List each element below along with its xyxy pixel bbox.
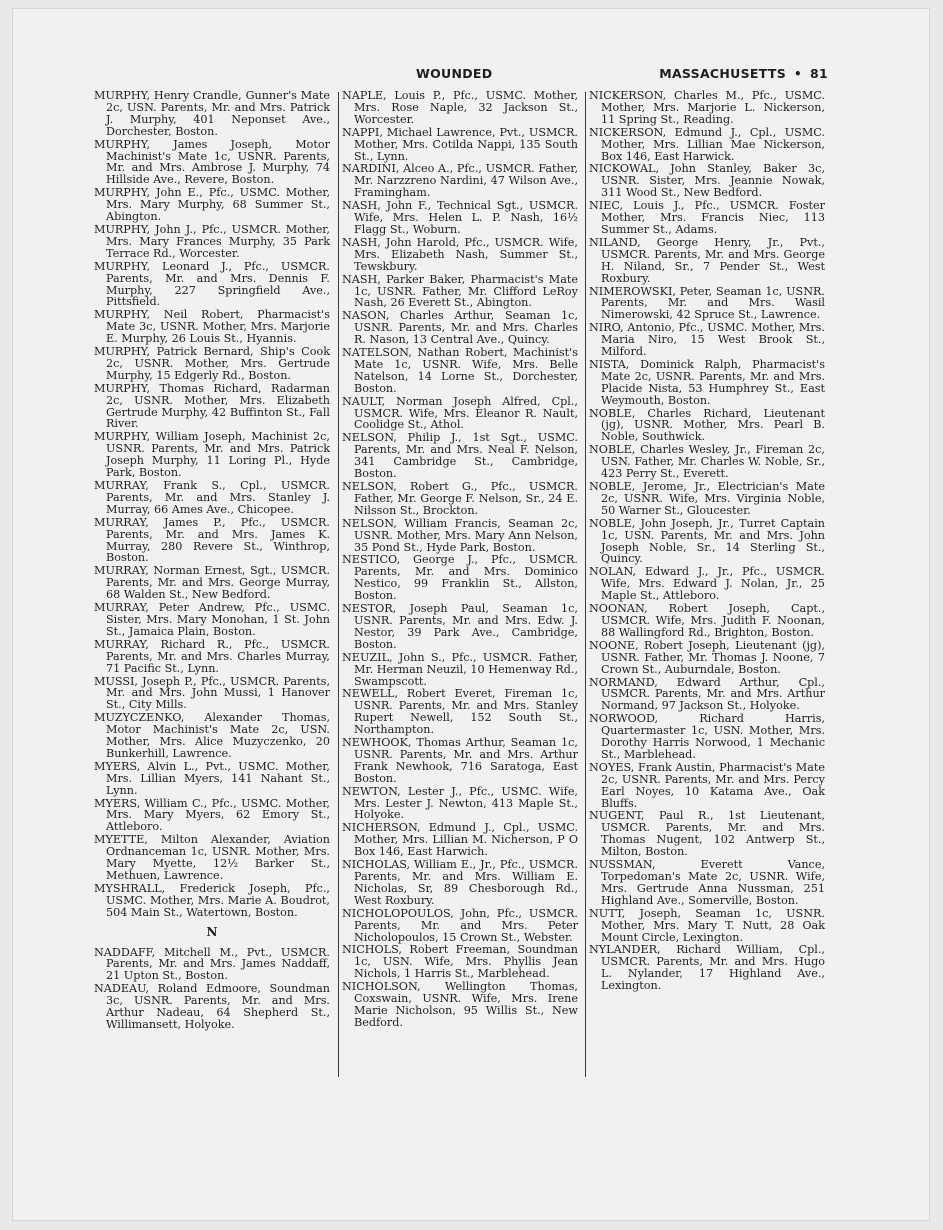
entry: NAPPI, Michael Lawrence, Pvt., USMCR. Mother, Mrs. Cotilda Nappi, 135 South St., Lynn. — [342, 125, 578, 163]
entry: MURPHY, Henry Crandle, Gunner's Mate 2c, USN. Parents, Mr. and Mrs. Patrick J. Murphy, 401 Neponset Ave., Dorchester, Boston. — [94, 89, 330, 138]
entry: MURPHY, Leonard J., Pfc., USMCR. Parents, Mr. and Mrs. Dennis F. Murphy, 227 Springfield Ave., Pittsfield. — [94, 259, 330, 309]
column-rule-1 — [338, 92, 339, 1077]
entry: NOONAN, Robert Joseph, Capt., USMCR. Wife, Mrs. Judith F. Noonan, 88 Wallingford Rd., Brighton, Boston. — [589, 602, 825, 639]
entry: NISTA, Dominick Ralph, Pharmacist's Mate 2c, USNR. Parents, Mr. and Mrs. Placide Nista, 53 Humphrey St., East Weymouth, Boston. — [589, 357, 825, 407]
state-name: MASSACHUSETTS — [659, 66, 787, 81]
entry: MURRAY, James P., Pfc., USMCR. Parents, Mr. and Mrs. James K. Murray, 280 Revere St., Winthrop, Boston. — [94, 515, 330, 565]
header-right — [659, 66, 828, 81]
entry: NELSON, William Francis, Seaman 2c, USNR. Mother, Mrs. Mary Ann Nelson, 35 Pond St., Hyde Park, Boston. — [342, 516, 578, 554]
entry: NAULT, Norman Joseph Alfred, Cpl., USMCR. Wife, Mrs. Eleanor R. Nault, Coolidge St., Athol. — [342, 394, 578, 432]
entry: NILAND, George Henry, Jr., Pvt., USMCR. Parents, Mr. and Mrs. George H. Niland, Sr., 7 Pender St., West Roxbury. — [589, 235, 825, 285]
bullet-glyph: • — [794, 67, 802, 81]
entry: NELSON, Philip J., 1st Sgt., USMC. Parents, Mr. and Mrs. Neal F. Nelson, 341 Cambridge St., Cambridge, Boston. — [342, 431, 578, 481]
entry: MYERS, William C., Pfc., USMC. Mother, Mrs. Mary Myers, 62 Emory St., Attleboro. — [94, 796, 330, 834]
entry: MYETTE, Milton Alexander, Aviation Ordnanceman 1c, USNR. Mother, Mrs. Mary Myette, 12½ Barker St., Methuen, Lawrence. — [94, 833, 330, 882]
entry: NICHERSON, Edmund J., Cpl., USMC. Mother, Mrs. Lillian M. Nicherson, P O Box 146, East Harwich. — [342, 821, 578, 859]
page-header — [94, 66, 828, 84]
entry: NIRO, Antonio, Pfc., USMC. Mother, Mrs. Maria Niro, 15 West Brook St., Milford. — [589, 321, 825, 359]
entry: MURPHY, John J., Pfc., USMCR. Mother, Mrs. Mary Frances Murphy, 35 Park Terrace Rd., Worcester. — [94, 222, 330, 260]
entry: NAPLE, Louis P., Pfc., USMC. Mother, Mrs. Rose Naple, 32 Jackson St., Worcester. — [342, 89, 578, 126]
entry: MURRAY, Richard R., Pfc., USMCR. Parents, Mr. and Mrs. Charles Murray, 71 Pacific St., Lynn. — [94, 637, 330, 675]
entry: MYSHRALL, Frederick Joseph, Pfc., USMC. Mother, Mrs. Marie A. Boudrot, 504 Main St., Watertown, Boston. — [94, 881, 330, 919]
entry: NICHOLS, Robert Freeman, Soundman 1c, USN. Wife, Mrs. Phyllis Jean Nichols, 1 Harris St., Marblehead. — [342, 943, 578, 981]
entry: MYERS, Alvin L., Pvt., USMC. Mother, Mrs. Lillian Myers, 141 Nahant St., Lynn. — [94, 759, 330, 797]
section-letter: N — [206, 924, 218, 939]
entry: NUTT, Joseph, Seaman 1c, USNR. Mother, Mrs. Mary T. Nutt, 28 Oak Mount Circle, Lexington. — [589, 906, 825, 944]
entry: NESTOR, Joseph Paul, Seaman 1c, USNR. Parents, Mr. and Mrs. Edw. J. Nestor, 39 Park Ave., Cambridge, Boston. — [342, 602, 578, 651]
entry: NYLANDER, Richard William, Cpl., USMCR. Parents, Mr. and Mrs. Hugo L. Nylander, 17 Highland Ave., Lexington. — [589, 943, 825, 993]
entry: NOYES, Frank Austin, Pharmacist's Mate 2c, USNR. Parents, Mr. and Mrs. Percy Earl Noyes, 10 Katama Ave., Oak Bluffs. — [589, 760, 825, 810]
entry: NADDAFF, Mitchell M., Pvt., USMCR. Parents, Mr. and Mrs. James Naddaff, 21 Upton St., Boston. — [94, 945, 330, 983]
entry: MURRAY, Peter Andrew, Pfc., USMC. Sister, Mrs. Mary Monohan, 1 St. John St., Jamaica Plain, Boston. — [94, 601, 330, 638]
entry: MURPHY, Neil Robert, Pharmacist's Mate 3c, USNR. Mother, Mrs. Marjorie E. Murphy, 26 Louis St., Hyannis. — [94, 308, 330, 346]
entry: NICHOLOPOULOS, John, Pfc., USMCR. Parents, Mr. and Mrs. Peter Nicholopoulos, 15 Crown St., Webster. — [342, 906, 578, 944]
entry: NASH, John F., Technical Sgt., USMCR. Wife, Mrs. Helen L. P. Nash, 16½ Flagg St., Woburn. — [342, 199, 578, 236]
column-rule-2 — [585, 92, 586, 1077]
entry: NICKERSON, Charles M., Pfc., USMC. Mother, Mrs. Marjorie L. Nickerson, 11 Spring St., Reading. — [589, 89, 825, 126]
entry: MUZYCZENKO, Alexander Thomas, Motor Machinist's Mate 2c, USN. Mother, Mrs. Alice Muzyczenko, 20 Bunkerhill, Lawrence. — [94, 711, 330, 760]
entry: NEWHOOK, Thomas Arthur, Seaman 1c, USNR. Parents, Mr. and Mrs. Arthur Frank Newhook, 716 Saratoga, East Boston. — [342, 736, 578, 785]
entry: NICKOWAL, John Stanley, Baker 3c, USNR. Sister, Mrs. Jeannie Nowak, 311 Wood St., New Bedford. — [589, 162, 825, 200]
entry: NOBLE, Jerome, Jr., Electrician's Mate 2c, USNR. Wife, Mrs. Virginia Noble, 50 Warner St., Gloucester. — [589, 480, 825, 517]
entry: NIMEROWSKI, Peter, Seaman 1c, USNR. Parents, Mr. and Mrs. Wasil Nimerowski, 42 Spruce St., Lawrence. — [589, 284, 825, 322]
column-1 — [94, 90, 330, 1032]
entry: NICKERSON, Edmund J., Cpl., USMC. Mother, Mrs. Lillian Mae Nickerson, Box 146, East Harwick. — [589, 125, 825, 163]
entry: MURPHY, Patrick Bernard, Ship's Cook 2c, USNR. Mother, Mrs. Gertrude Murphy, 15 Edgerly Rd., Boston. — [94, 345, 330, 382]
entry: NUGENT, Paul R., 1st Lieutenant, USMCR. Parents, Mr. and Mrs. Thomas Nugent, 102 Antwerp St., Milton, Boston. — [589, 809, 825, 859]
entry: NOLAN, Edward J., Jr., Pfc., USMCR. Wife, Mrs. Edward J. Nolan, Jr., 25 Maple St., Attleboro. — [589, 565, 825, 603]
entry: NOBLE, Charles Richard, Lieutenant (jg), USNR. Mother, Mrs. Pearl B. Noble, Southwick. — [589, 406, 825, 444]
page-number: 81 — [810, 66, 828, 81]
entry: MURPHY, James Joseph, Motor Machinist's Mate 1c, USNR. Parents, Mr. and Mrs. Ambrose J. Murphy, 74 Hillside Ave., Revere, Boston. — [94, 137, 330, 187]
entry: MUSSI, Joseph P., Pfc., USMCR. Parents, Mr. and Mrs. John Mussi, 1 Hanover St., City Mills. — [94, 674, 330, 712]
section-title: WOUNDED — [416, 66, 493, 81]
entry: NASH, John Harold, Pfc., USMCR. Wife, Mrs. Elizabeth Nash, Summer St., Tewskbury. — [342, 235, 578, 273]
entry: NOONE, Robert Joseph, Lieutenant (jg), USNR. Father, Mr. Thomas J. Noone, 7 Crown St., Auburndale, Boston. — [589, 638, 825, 676]
column-3 — [589, 90, 825, 993]
entry: MURRAY, Frank S., Cpl., USMCR. Parents, Mr. and Mrs. Stanley J. Murray, 66 Ames Ave., Chicopee. — [94, 479, 330, 516]
entry: MURPHY, William Joseph, Machinist 2c, USNR. Parents, Mr. and Mrs. Patrick Joseph Murphy, 11 Loring Pl., Hyde Park, Boston. — [94, 430, 330, 480]
entry: MURPHY, Thomas Richard, Radarman 2c, USNR. Mother, Mrs. Elizabeth Gertrude Murphy, 42 Buffinton St., Fall River. — [94, 381, 330, 431]
entry: NOBLE, John Joseph, Jr., Turret Captain 1c, USN. Parents, Mr. and Mrs. John Joseph Noble, Sr., 14 Sterling St., Quincy. — [589, 516, 825, 566]
entry: MURPHY, John E., Pfc., USMC. Mother, Mrs. Mary Murphy, 68 Summer St., Abington. — [94, 186, 330, 224]
entry: NUSSMAN, Everett Vance, Torpedoman's Mate 2c, USNR. Wife, Mrs. Gertrude Anna Nussman, 251 Highland Ave., Somerville, Boston. — [589, 858, 825, 907]
entry: MURRAY, Norman Ernest, Sgt., USMCR. Parents, Mr. and Mrs. George Murray, 68 Walden St., New Bedford. — [94, 564, 330, 602]
entry: NATELSON, Nathan Robert, Machinist's Mate 1c, USNR. Wife, Mrs. Belle Natelson, 14 Lorne St., Dorchester, Boston. — [342, 346, 578, 395]
entry: NEUZIL, John S., Pfc., USMCR. Father, Mr. Herman Neuzil, 10 Hemenway Rd., Swampscott. — [342, 650, 578, 688]
entry: NARDINI, Alceo A., Pfc., USMCR. Father, Mr. Narzzreno Nardini, 47 Wilson Ave., Framingham. — [342, 162, 578, 200]
entry: NASH, Parker Baker, Pharmacist's Mate 1c, USNR. Father, Mr. Clifford LeRoy Nash, 26 Everett St., Abington. — [342, 272, 578, 310]
entry: NEWELL, Robert Everet, Fireman 1c, USNR. Parents, Mr. and Mrs. Stanley Rupert Newell, 152 South St., Northampton. — [342, 687, 578, 737]
entry: NICHOLAS, William E., Jr., Pfc., USMCR. Parents, Mr. and Mrs. William E. Nicholas, Sr, 89 Chesborough Rd., West Roxbury. — [342, 858, 578, 907]
entry: NADEAU, Roland Edmoore, Soundman 3c, USNR. Parents, Mr. and Mrs. Arthur Nadeau, 64 Shepherd St., Willimansett, Holyoke. — [94, 982, 330, 1031]
entry: NESTICO, George J., Pfc., USMCR. Parents, Mr. and Mrs. Dominico Nestico, 99 Franklin St., Allston, Boston. — [342, 553, 578, 603]
entry: NOBLE, Charles Wesley, Jr., Fireman 2c, USN. Father, Mr. Charles W. Noble, Sr., 423 Perry St., Everett. — [589, 443, 825, 481]
entry: NORMAND, Edward Arthur, Cpl., USMCR. Parents, Mr. and Mrs. Arthur Normand, 97 Jackson St., Holyoke. — [589, 675, 825, 713]
entry: NICHOLSON, Wellington Thomas, Coxswain, USNR. Wife, Mrs. Irene Marie Nicholson, 95 Willis St., New Bedford. — [342, 980, 578, 1029]
entry: NEWTON, Lester J., Pfc., USMC. Wife, Mrs. Lester J. Newton, 413 Maple St., Holyoke. — [342, 784, 578, 822]
column-2 — [342, 90, 578, 1030]
entry: NIEC, Louis J., Pfc., USMCR. Foster Mother, Mrs. Francis Niec, 113 Summer St., Adams. — [589, 199, 825, 236]
entry: NORWOOD, Richard Harris, Quartermaster 1c, USN. Mother, Mrs. Dorothy Harris Norwood, 1 Mechanic St., Marblehead. — [589, 712, 825, 761]
entry: NASON, Charles Arthur, Seaman 1c, USNR. Parents, Mr. and Mrs. Charles R. Nason, 13 Central Ave., Quincy. — [342, 309, 578, 347]
entry: NELSON, Robert G., Pfc., USMCR. Father, Mr. George F. Nelson, Sr., 24 E. Nilsson St., Brockton. — [342, 480, 578, 517]
